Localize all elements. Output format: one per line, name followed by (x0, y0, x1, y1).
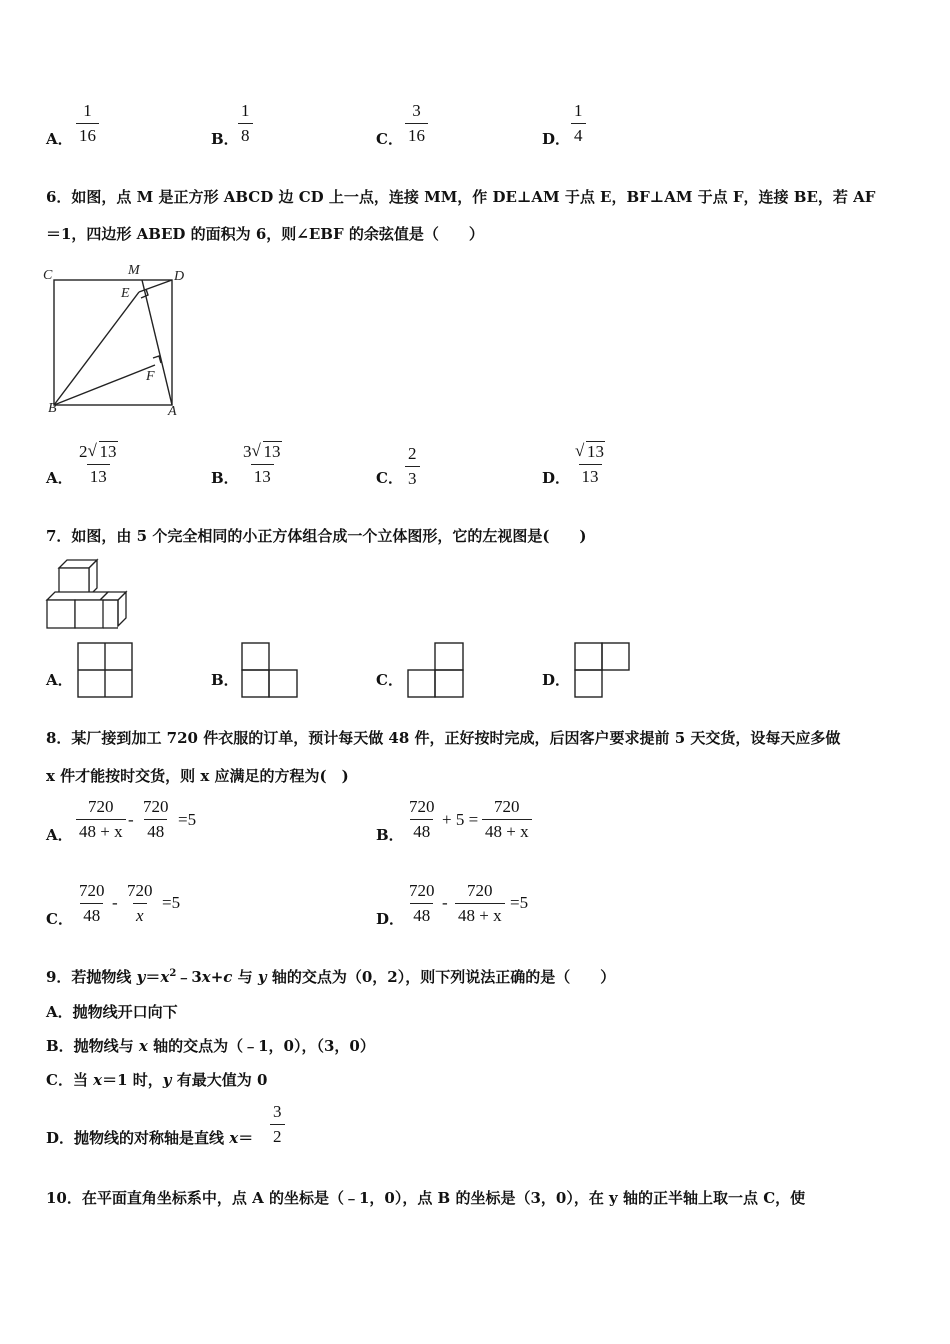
label-e: E (121, 286, 130, 301)
q7-option-b-label: B． (211, 671, 239, 689)
label-c: C (43, 268, 53, 283)
q8-option-b-op: + 5 = (442, 810, 479, 829)
q5-option-a-label: A． (46, 130, 73, 148)
q7-stem: 7．如图，由 5 个完全相同的小正方体组合成一个立体图形，它的左视图是( ) (46, 527, 587, 545)
q7-cube-figure (44, 558, 134, 634)
q6-option-a-fraction: 2 √ 13 13 (79, 441, 117, 486)
q9-option-d-fraction: $\frac{3}{2}$ (270, 1102, 285, 1147)
q8-option-b-fraction-1: $\frac{720}{48}$ (409, 797, 435, 841)
q6-option-d-fraction: √ 13 13 (575, 441, 604, 486)
q8-option-d-op: - (442, 893, 448, 912)
label-m: M (128, 263, 140, 278)
q6-option-b-fraction: 3 √ 13 13 (243, 441, 281, 486)
q8-option-a-op: - (128, 810, 134, 829)
q8-option-d-rhs: =5 (510, 893, 529, 912)
q9-stem: 9．若抛物线 $y=x^2﹣3x+c$ 与 y 轴的交点为（0，2），则下列说法正确的是（ ） (46, 968, 616, 986)
q8-option-a-label: A． (46, 826, 73, 844)
q7-option-c-label: C． (376, 671, 403, 689)
q6-option-a-label: A． (46, 469, 73, 487)
q7-option-d-view (573, 641, 635, 699)
q9-option-d: D．抛物线的对称轴是直线 x＝ (46, 1129, 254, 1147)
q8-option-a-fraction-2: $\frac{720}{48}$ (143, 797, 169, 841)
q8-option-c-label: C． (46, 910, 73, 928)
q7-option-a-view (76, 641, 136, 699)
q8-option-c-fraction-1: $\frac{720}{48}$ (79, 881, 105, 925)
q8-option-a-fraction-1: $\frac{720}{48 + x}$ (76, 797, 126, 842)
q5-option-c-fraction: $\frac{3}{16}$ (405, 101, 428, 146)
q8-option-a-rhs: =5 (178, 810, 197, 829)
q6-option-c-fraction: $\frac{2}{3}$ (405, 444, 420, 489)
q8-option-d-label: D． (376, 910, 405, 928)
q6-option-d-label: D． (542, 469, 571, 487)
q5-option-b-fraction: $\frac{1}{8}$ (238, 101, 253, 146)
q8-option-c-rhs: =5 (162, 893, 181, 912)
label-b: B (48, 401, 57, 416)
q9-option-a: A．抛物线开口向下 (46, 1003, 178, 1021)
q7-option-b-view (240, 641, 302, 699)
q8-option-b-fraction-2: $\frac{720}{48 + x}$ (482, 797, 532, 842)
q6-square-figure (40, 260, 200, 420)
q6-stem-line1: 6．如图，点 M 是正方形 ABCD 边 CD 上一点，连接 MM，作 DE⊥AM 于点 E，BF⊥AM 于点 F，连接 BE，若 AF (46, 188, 876, 206)
q5-option-d-label: D． (542, 130, 571, 148)
q9-option-b: B．抛物线与 x 轴的交点为（﹣1，0），（3，0） (46, 1037, 375, 1055)
q7-option-c-view (406, 641, 468, 699)
q8-stem-line1: 8．某厂接到加工 720 件衣服的订单，预计每天做 48 件，正好按时完成，后因客户要求提前 5 天交货，设每天应多做 (46, 729, 841, 747)
q8-option-b-label: B． (376, 826, 404, 844)
label-a: A (168, 404, 177, 419)
q10-stem: 10．在平面直角坐标系中，点 A 的坐标是（﹣1，0），点 B 的坐标是（3，0），在 y 轴的正半轴上取一点 C，使 (46, 1189, 806, 1207)
q5-option-b-label: B． (211, 130, 239, 148)
q8-option-d-fraction-2: $\frac{720}{48 + x}$ (455, 881, 505, 926)
q6-stem-line2: ＝1，四边形 ABED 的面积为 6，则∠EBF 的余弦值是（ ） (46, 225, 484, 243)
q5-option-c-label: C． (376, 130, 403, 148)
q8-option-c-fraction-2: $\frac{720}{x}$ (127, 881, 153, 925)
q5-option-d-fraction: $\frac{1}{4}$ (571, 101, 586, 146)
q5-option-a-fraction: $\frac{1}{16}$ (76, 101, 99, 146)
q8-option-c-op: - (112, 893, 118, 912)
right-angle-f (153, 356, 161, 363)
q7-option-d-label: D． (542, 671, 571, 689)
q7-option-a-label: A． (46, 671, 73, 689)
q6-option-c-label: C． (376, 469, 403, 487)
segment-am (142, 280, 172, 405)
label-d: D (174, 269, 185, 284)
q8-option-d-fraction-1: $\frac{720}{48}$ (409, 881, 435, 925)
q9-option-c: C．当 x＝1 时，y 有最大值为 0 (46, 1071, 268, 1089)
q6-option-b-label: B． (211, 469, 239, 487)
q8-stem-line2: x 件才能按时交货，则 x 应满足的方程为( ) (46, 767, 349, 785)
square-abcd (54, 280, 172, 405)
label-f: F (146, 369, 155, 384)
